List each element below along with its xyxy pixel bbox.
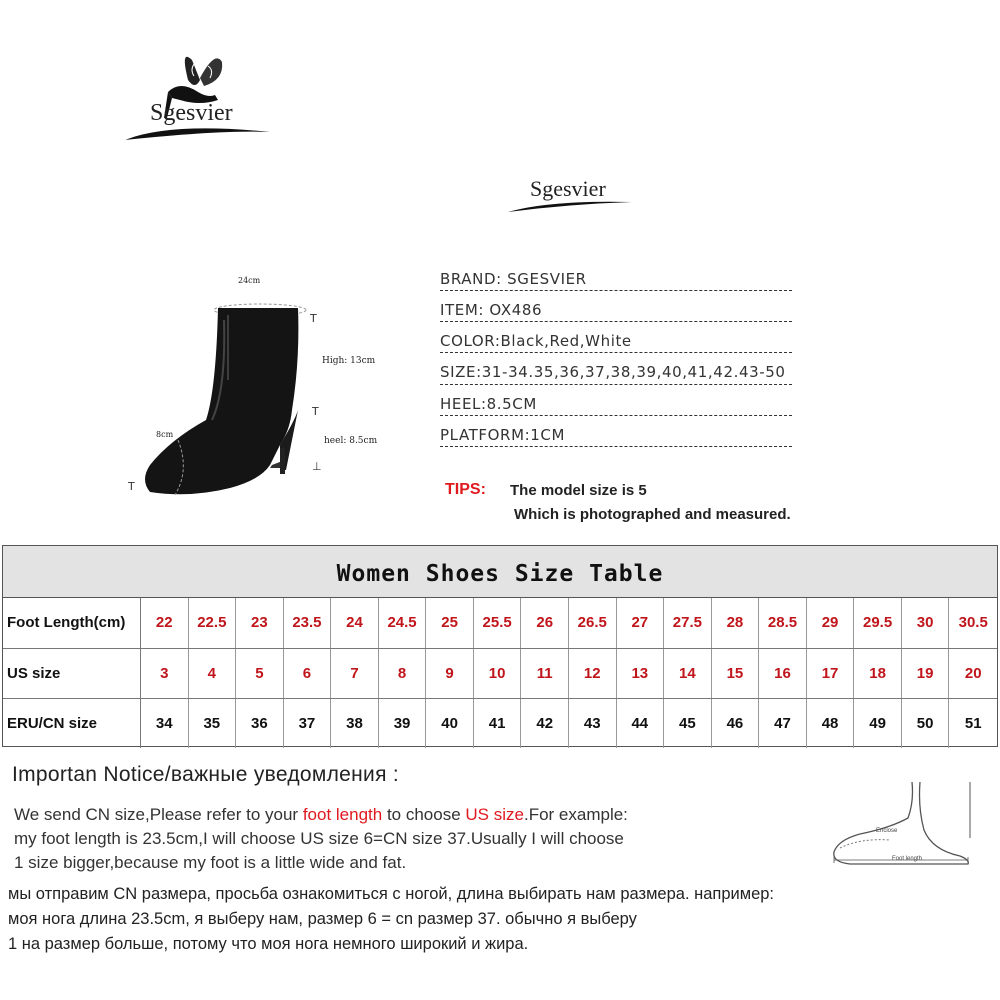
table-cell: 7 xyxy=(331,649,379,698)
table-cell: 37 xyxy=(284,699,332,748)
table-row xyxy=(3,598,997,648)
table-cell: 29 xyxy=(807,598,855,648)
notice-en-line-3: 1 size bigger,because my foot is a little wide and fat. xyxy=(14,853,407,872)
table-cell: 11 xyxy=(521,649,569,698)
table-cell: 36 xyxy=(236,699,284,748)
table-cell: 22 xyxy=(141,598,189,648)
table-cell: 42 xyxy=(521,699,569,748)
tips-line-2: Which is photographed and measured. xyxy=(514,506,791,523)
table-cell: 17 xyxy=(807,649,855,698)
table-cell: 25.5 xyxy=(474,598,522,648)
table-cell: 15 xyxy=(712,649,760,698)
brand-logo xyxy=(120,40,290,150)
table-row xyxy=(3,698,997,748)
svg-text:T: T xyxy=(310,312,317,325)
notice-ru-line-2: моя нога длина 23.5cm, я выберу нам, размер 6 = cn размер 37. обычно я выберу xyxy=(8,910,637,928)
table-cell: 10 xyxy=(474,649,522,698)
table-cell: 4 xyxy=(189,649,237,698)
table-cell: 5 xyxy=(236,649,284,698)
row-header: Foot Length(cm) xyxy=(3,598,141,648)
table-cell: 18 xyxy=(854,649,902,698)
enclose-label: Enclose xyxy=(876,828,898,834)
svg-text:T: T xyxy=(128,480,135,493)
table-cell: 51 xyxy=(964,715,982,732)
table-cell: 30 xyxy=(902,598,950,648)
us-size-highlight: US size xyxy=(465,805,524,824)
table-cell: 45 xyxy=(664,699,712,748)
notice-ru-line-3: 1 на размер больше, потому что моя нога немного широкий и жира. xyxy=(8,935,529,953)
foot-length-label: Foot length xyxy=(892,856,923,862)
brand-logo-secondary xyxy=(500,170,640,220)
foot-diagram xyxy=(820,778,990,870)
heel-height-label: heel: 8.5cm xyxy=(324,436,378,446)
notice-en-text: to choose xyxy=(382,805,466,824)
svg-text:T: T xyxy=(312,405,319,418)
spec-size-underline xyxy=(440,384,792,385)
table-cell: 13 xyxy=(617,649,665,698)
spec-heel: HEEL:8.5CM xyxy=(440,395,792,416)
table-cell: 48 xyxy=(807,699,855,748)
tips-line-1: The model size is 5 xyxy=(510,482,647,499)
table-cell: 28.5 xyxy=(759,598,807,648)
table-cell: 34 xyxy=(141,699,189,748)
shaft-height-label: High: 13cm xyxy=(322,356,376,366)
brand-logo-text: Sgesvier xyxy=(150,100,233,126)
toe-label: 8cm xyxy=(156,430,174,439)
notice-en-line-2: my foot length is 23.5cm,I will choose US size 6=CN size 37.Usually I will choose xyxy=(14,829,624,848)
table-cell: 28 xyxy=(712,598,760,648)
size-table-title: Women Shoes Size Table xyxy=(3,546,997,598)
notice-ru-line-1: мы отправим CN размера, просьба ознакомиться с ногой, длина выбирать нам размера. например: xyxy=(8,885,775,903)
row-header: ERU/CN size xyxy=(3,699,141,748)
notice-title: Importan Notice/важные уведомления : xyxy=(12,763,400,786)
heel-butterfly-icon xyxy=(120,40,290,150)
table-cell: 23.5 xyxy=(284,598,332,648)
table-cell: 24 xyxy=(331,598,379,648)
boot-icon xyxy=(120,270,400,510)
table-cell: 40 xyxy=(426,699,474,748)
table-cell: 16 xyxy=(759,649,807,698)
foot-length-highlight: foot length xyxy=(302,805,383,824)
table-row xyxy=(3,648,997,698)
table-cell: 27 xyxy=(617,598,665,648)
table-cell: 20 xyxy=(964,665,982,682)
row-header: US size xyxy=(3,649,141,698)
table-cell: 12 xyxy=(569,649,617,698)
table-cell: 8 xyxy=(379,649,427,698)
table-cell: 43 xyxy=(569,699,617,748)
spec-color: COLOR:Black,Red,White xyxy=(440,332,792,353)
table-cell: 49 xyxy=(854,699,902,748)
tips-label: TIPS: xyxy=(445,481,486,498)
table-cell: 35 xyxy=(189,699,237,748)
table-cell: 24.5 xyxy=(379,598,427,648)
table-cell: 44 xyxy=(617,699,665,748)
svg-text:⊥: ⊥ xyxy=(312,460,322,473)
table-cell: 30.5 xyxy=(958,614,988,631)
table-cell: 6 xyxy=(284,649,332,698)
table-cell: 26 xyxy=(521,598,569,648)
table-cell: 9 xyxy=(426,649,474,698)
product-image xyxy=(120,270,400,510)
table-cell: 23 xyxy=(236,598,284,648)
table-cell: 29.5 xyxy=(854,598,902,648)
size-table xyxy=(2,545,998,747)
swoosh-icon xyxy=(500,196,640,216)
table-cell: 14 xyxy=(664,649,712,698)
table-cell: 25 xyxy=(426,598,474,648)
table-cell: 39 xyxy=(379,699,427,748)
table-cell: 27.5 xyxy=(664,598,712,648)
table-cell: 38 xyxy=(331,699,379,748)
spec-platform: PLATFORM:1CM xyxy=(440,426,792,447)
spec-brand: BRAND: SGESVIER xyxy=(440,270,792,291)
table-cell: 3 xyxy=(141,649,189,698)
table-cell: 26.5 xyxy=(569,598,617,648)
brand-logo-secondary-text: Sgesvier xyxy=(530,176,606,201)
notice-en-line-1 xyxy=(14,805,628,825)
table-cell: 46 xyxy=(712,699,760,748)
table-cell: 50 xyxy=(902,699,950,748)
notice-en-text: We send CN size,Please refer to your xyxy=(14,805,303,824)
notice-en-text: .For example: xyxy=(523,805,628,824)
circumference-label: 24cm xyxy=(238,276,261,285)
table-cell: 41 xyxy=(474,699,522,748)
table-cell: 47 xyxy=(759,699,807,748)
table-cell: 19 xyxy=(902,649,950,698)
spec-size: SIZE:31-34.35,36,37,38,39,40,41,42.43-50 xyxy=(440,363,786,381)
spec-item: ITEM: OX486 xyxy=(440,301,792,322)
table-cell: 22.5 xyxy=(189,598,237,648)
